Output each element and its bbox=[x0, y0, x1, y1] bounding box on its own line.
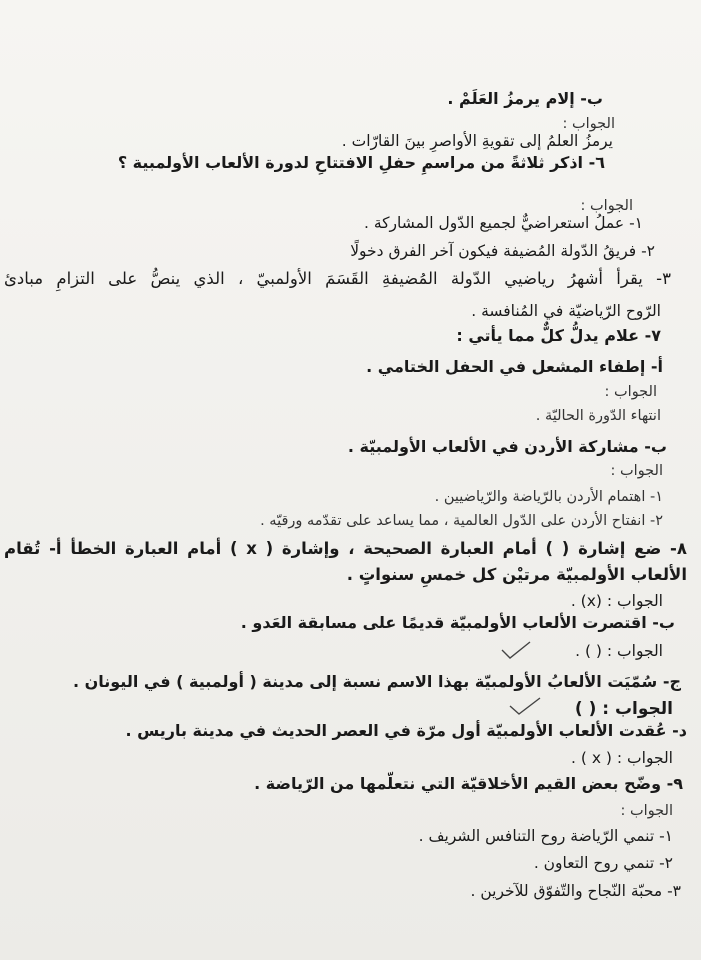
question-b-heading: ب- مشاركة الأردن في الألعاب الأولمبيّة . bbox=[347, 437, 667, 456]
question-8-heading: ٨- ضع إشارة ( ) أمام العبارة الصحيحة ، وإشارة ( x ) أمام العبارة الخطأ أ- تُقام bbox=[4, 539, 687, 558]
question-b-heading: ب- إلام يرمزُ العَلَمْ . bbox=[447, 89, 603, 108]
answer-text: الجواب : ( ) bbox=[574, 699, 673, 719]
list-item-continuation: الرّوح الرّياضيّة في المُنافسة . bbox=[471, 302, 661, 320]
list-item: ٢- انفتاح الأردن على الدّول العالمية ، مما يساعد على تقدّمه ورقيّه . bbox=[260, 513, 663, 529]
list-item: ٢- فريقُ الدّولة المُضيفة فيكون آخر الفرق دخولًا bbox=[350, 242, 655, 260]
question-7-heading: ٧- علام يدلُّ كلٌّ مما يأتي : bbox=[456, 326, 661, 345]
answer-label: الجواب : bbox=[610, 463, 663, 479]
question-8-statement-a: الألعاب الأولمبيّة مرتيْن كل خمسِ سنواتٍ . bbox=[346, 565, 687, 584]
list-item: ١- تنمي الرّياضة روح التنافس الشريف . bbox=[418, 827, 673, 845]
list-item: ٣- محبّة النّجاح والتّفوّق للآخرين . bbox=[470, 882, 681, 900]
answer-text: الجواب : ( ) . bbox=[575, 642, 663, 660]
question-8-statement-c: ج- سُمّيَت الألعابُ الأولمبيّة بهذا الاسم نسبة إلى مدينة ( أولمبية ) في اليونان . bbox=[72, 672, 681, 691]
question-a-heading: أ- إطفاء المشعل في الحفل الختامي . bbox=[366, 357, 663, 376]
question-6-heading: ٦- اذكر ثلاثةً من مراسمِ حفلِ الافتتاحِ لدورة الألعاب الأولمبية ؟ bbox=[117, 153, 605, 172]
answer-label: الجواب : bbox=[620, 803, 673, 819]
list-item: ٢- تنمي روح التعاون . bbox=[533, 854, 673, 872]
question-8-statement-b: ب- اقتصرت الألعاب الأولمبيّة قديمًا على مسابقة العَدو . bbox=[240, 613, 675, 632]
question-8-statement-d: د- عُقدت الألعاب الأولمبيّة أول مرّة في العصر الحديث في مدينة باريس . bbox=[125, 721, 687, 740]
answer-text: الجواب : (x) . bbox=[570, 592, 663, 610]
list-item: ٣- يقرأ أشهرُ رياضيي الدّولة المُضيفةِ القَسَمَ الأولمبيّ ، الذي ينصُّ على التزامِ مبادئ bbox=[4, 269, 671, 288]
answer-label: الجواب : bbox=[604, 384, 657, 400]
answer-text: الجواب : ( x ) . bbox=[570, 749, 673, 767]
answer-label: الجواب : bbox=[580, 198, 633, 214]
answer-text: انتهاء الدّورة الحاليّة . bbox=[535, 408, 661, 424]
list-item: ١- عملُ استعراضيٌّ لجميع الدّول المشاركة . bbox=[364, 214, 643, 232]
question-9-heading: ٩- وضّح بعض القيم الأخلاقيّة التي نتعلّمها من الرّياضة . bbox=[254, 774, 683, 793]
list-item: ١- اهتمام الأردن بالرّياضة والرّياضيين . bbox=[434, 489, 663, 505]
answer-text: يرمزُ العلمُ إلى تقويةِ الأواصرِ بينَ القارّات . bbox=[341, 132, 613, 150]
answer-label: الجواب : bbox=[562, 116, 615, 132]
check-mark-icon bbox=[500, 640, 532, 662]
check-mark-icon bbox=[508, 696, 542, 718]
